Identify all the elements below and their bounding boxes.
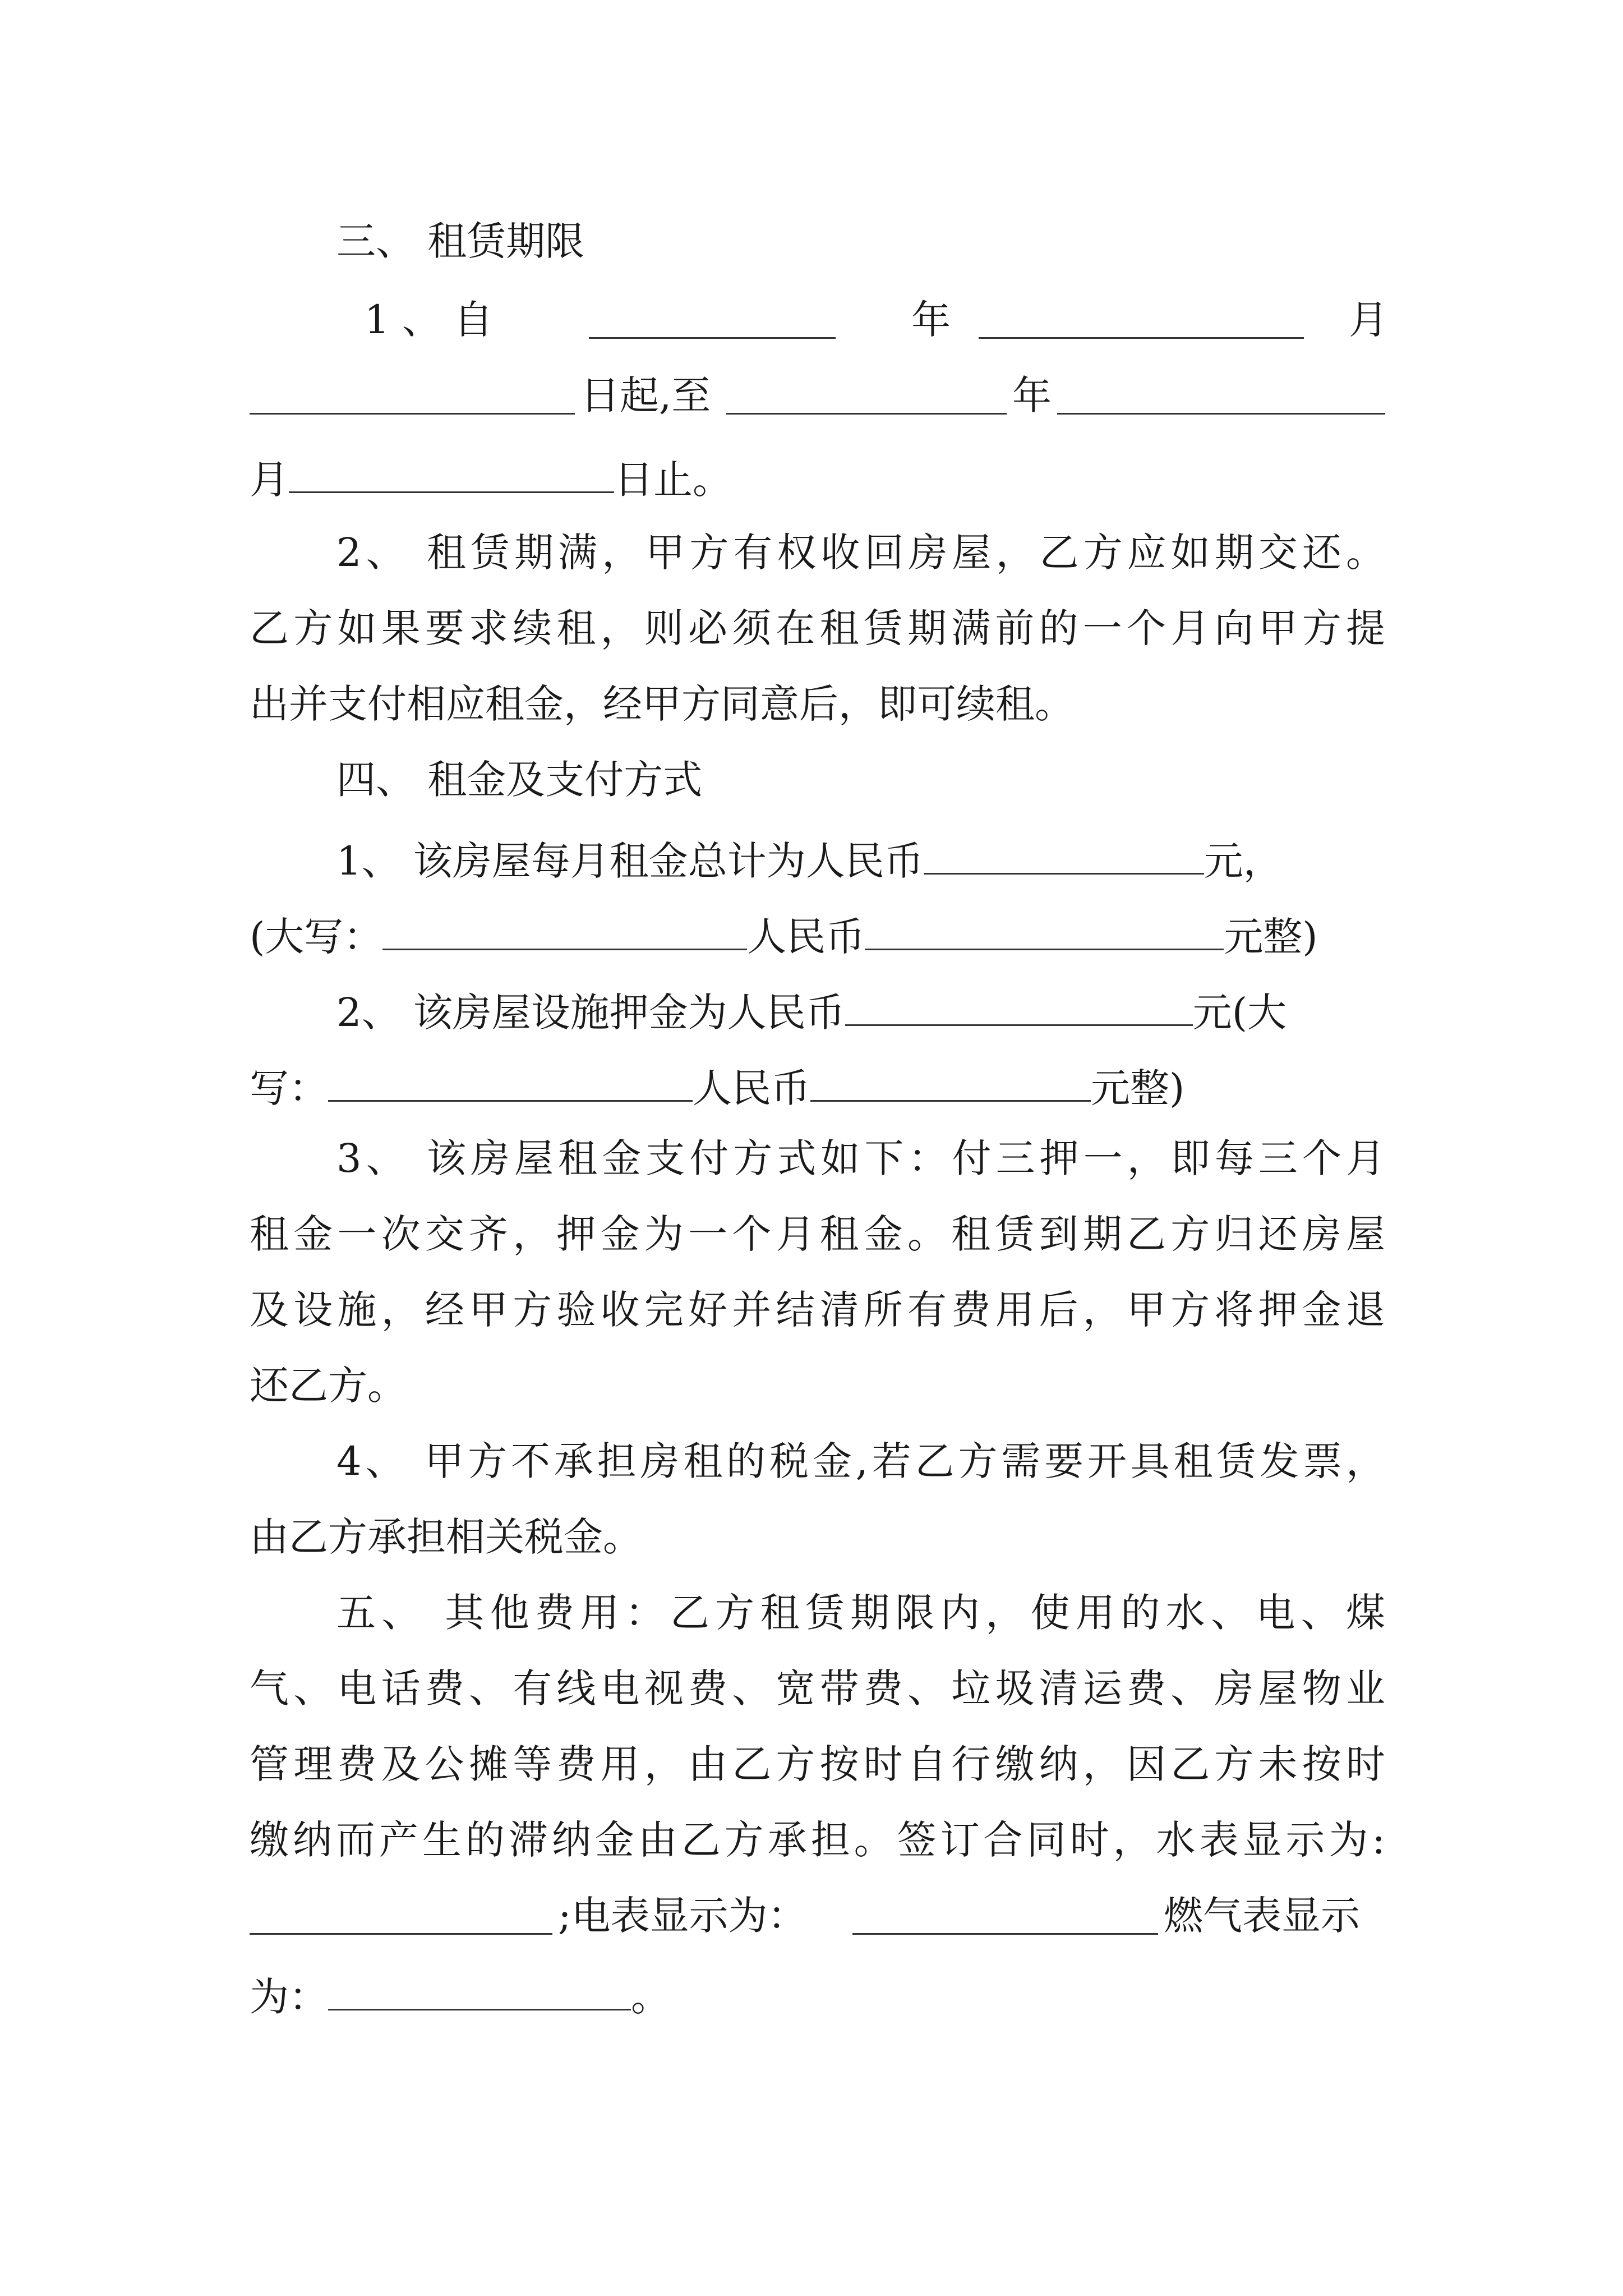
deposit-line-1	[336, 987, 1287, 1036]
yuan-whole-label: 元整)	[1224, 914, 1318, 960]
end-day-blank	[289, 454, 614, 493]
year-label: 年	[1012, 372, 1052, 418]
end-year-blank	[726, 376, 1007, 415]
period-mark: 。	[631, 1974, 670, 2020]
other-fees-line-1: 五、 其他费用：乙方租赁期限内，使用的水、电、煤	[336, 1590, 1385, 1636]
renewal-line-1: 2、 租赁期满，甲方有权收回房屋，乙方应如期交还。	[336, 530, 1385, 576]
start-month-blank	[979, 300, 1304, 339]
deposit-capital-blank	[328, 1063, 693, 1102]
monthly-rent-label: 1、 该房屋每月租金总计为人民币	[336, 838, 924, 884]
meter-line-2	[250, 1972, 670, 2020]
capital-label: (大写：	[250, 914, 383, 960]
yuan-whole-label: 元整)	[1091, 1065, 1185, 1111]
section-heading-rental-term: 三、 租赁期限	[336, 218, 585, 264]
section-heading-rent-payment: 四、 租金及支付方式	[336, 757, 703, 803]
end-month-blank	[1057, 376, 1385, 415]
gas-meter-label: 燃气表显示	[1164, 1893, 1360, 1939]
other-fees-line-3: 管理费及公摊等费用，由乙方按时自行缴纳，因乙方未按时	[250, 1741, 1385, 1787]
rmb-label: 人民币	[747, 914, 865, 960]
rmb-label: 人民币	[693, 1065, 810, 1111]
monthly-rent-capital-blank-2	[865, 912, 1224, 950]
monthly-rent-capital-blank	[382, 912, 747, 950]
payment-method-line-1: 3、 该房屋租金支付方式如下：付三押一，即每三个月	[336, 1135, 1385, 1181]
tax-line-2: 由乙方承担相关税金。	[250, 1514, 642, 1560]
start-day-blank	[250, 376, 575, 415]
water-meter-blank	[250, 1896, 552, 1935]
term-from-label: 1 、 自	[365, 297, 494, 343]
other-fees-line-2: 气、电话费、有线电视费、宽带费、垃圾清运费、房屋物业	[250, 1665, 1385, 1711]
gas-meter-blank	[328, 1972, 631, 2010]
monthly-rent-line-2	[250, 912, 1318, 960]
start-year-blank	[589, 300, 836, 339]
electric-meter-blank	[852, 1896, 1158, 1935]
gas-meter-prefix: 为：	[250, 1974, 328, 2020]
payment-method-line-3: 及设施，经甲方验收完好并结清所有费用后，甲方将押金退	[250, 1287, 1385, 1333]
electric-meter-label: ;电表显示为：	[558, 1893, 807, 1939]
renewal-line-2: 乙方如果要求续租，则必须在租赁期满前的一个月向甲方提	[250, 605, 1385, 651]
monthly-rent-amount-blank	[924, 836, 1204, 875]
payment-method-line-2: 租金一次交齐，押金为一个月租金。租赁到期乙方归还房屋	[250, 1211, 1385, 1257]
deposit-label: 2、 该房屋设施押金为人民币	[336, 990, 845, 1036]
yuan-capital-label: 元(大	[1192, 990, 1287, 1036]
month-label: 月	[250, 457, 289, 503]
deposit-amount-blank	[845, 987, 1193, 1026]
start-day-to-label: 日起,至	[580, 372, 711, 418]
deposit-capital-blank-2	[810, 1063, 1091, 1102]
deposit-line-2	[250, 1063, 1185, 1111]
tax-line-1: 4、 甲方不承担房租的税金,若乙方需要开具租赁发票，	[336, 1438, 1385, 1484]
payment-method-line-4: 还乙方。	[250, 1363, 407, 1409]
other-fees-line-4: 缴纳而产生的滞纳金由乙方承担。签订合同时，水表显示为:	[250, 1817, 1385, 1863]
month-label: 月	[1349, 297, 1388, 343]
term-line-3	[250, 454, 732, 503]
capital-label: 写：	[250, 1065, 328, 1111]
end-day-label: 日止。	[614, 457, 732, 503]
year-label: 年	[911, 297, 951, 343]
yuan-label: 元，	[1204, 838, 1283, 884]
monthly-rent-line-1	[336, 836, 1283, 884]
renewal-line-3: 出并支付相应租金，经甲方同意后，即可续租。	[250, 681, 1074, 727]
